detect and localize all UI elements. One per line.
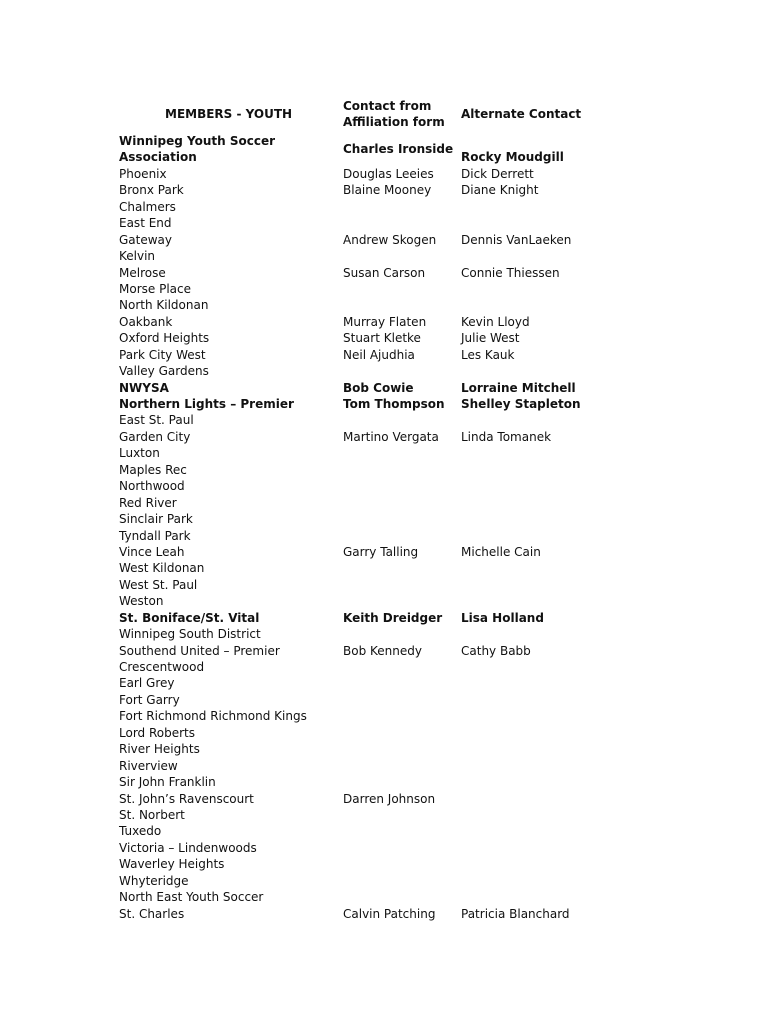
table-row xyxy=(0,610,770,626)
table-row xyxy=(0,741,770,757)
member-name: North East Youth Soccer xyxy=(119,890,264,905)
contact-name: Calvin Patching xyxy=(343,906,436,921)
member-name: Lord Roberts xyxy=(119,725,196,740)
member-name: Valley Gardens xyxy=(119,364,209,379)
contact-name: Neil Ajudhia xyxy=(343,347,415,362)
contact-name: Bob Kennedy xyxy=(343,643,422,658)
member-name: Gateway xyxy=(119,232,173,247)
table-row xyxy=(0,462,770,478)
member-name: Vince Leah xyxy=(119,544,185,559)
table-row xyxy=(0,643,770,659)
alternate-contact-name: Julie West xyxy=(461,331,520,346)
member-name: Victoria – Lindenwoods xyxy=(119,840,257,855)
alternate-contact-name: Cathy Babb xyxy=(461,643,531,658)
alternate-contact-name: Dick Derrett xyxy=(461,166,534,181)
member-name: St. Norbert xyxy=(119,807,185,822)
member-name: Chalmers xyxy=(119,199,176,214)
contact-name: Tom Thompson xyxy=(343,397,445,411)
member-name: Whyteridge xyxy=(119,873,189,888)
member-name: St. Charles xyxy=(119,906,185,921)
table-row xyxy=(0,314,770,330)
member-name: Weston xyxy=(119,594,164,609)
member-name: Fort Richmond Richmond Kings xyxy=(119,709,307,724)
alternate-contact-name: Rocky Moudgill xyxy=(461,150,564,164)
member-name: Park City West xyxy=(119,347,206,362)
contact-name: Bob Cowie xyxy=(343,380,414,395)
table-row xyxy=(0,281,770,297)
table-row xyxy=(0,297,770,313)
table-row xyxy=(0,774,770,790)
table-row xyxy=(0,692,770,708)
table-row xyxy=(0,906,770,922)
contact-name: Martino Vergata xyxy=(343,429,439,444)
table-row xyxy=(0,265,770,281)
member-name: Oxford Heights xyxy=(119,331,210,346)
member-name: Kelvin xyxy=(119,249,156,264)
member-name: Oakbank xyxy=(119,314,173,329)
alternate-contact-name: Shelley Stapleton xyxy=(461,397,581,411)
contact-name: Garry Talling xyxy=(343,544,419,559)
alternate-contact-name: Lorraine Mitchell xyxy=(461,380,576,395)
table-row xyxy=(0,626,770,642)
member-name: St. Boniface/St. Vital xyxy=(119,610,260,625)
alternate-contact-name: Connie Thiessen xyxy=(461,265,560,280)
contact-name: Charles Ironside xyxy=(343,142,454,156)
alternate-contact-name: Michelle Cain xyxy=(461,544,541,559)
contact-name: Blaine Mooney xyxy=(343,183,432,198)
member-name: Winnipeg South District xyxy=(119,627,261,642)
contact-column-heading: Contact from Affiliation form xyxy=(343,99,445,129)
member-name: St. John’s Ravenscourt xyxy=(119,791,254,806)
member-name: Tyndall Park xyxy=(119,528,191,543)
contact-name: Keith Dreidger xyxy=(343,610,443,625)
alternate-contact-name: Les Kauk xyxy=(461,347,515,362)
member-name: Waverley Heights xyxy=(119,857,225,872)
member-name: North Kildonan xyxy=(119,298,209,313)
table-row xyxy=(0,840,770,856)
member-name: Northwood xyxy=(119,479,185,494)
alternate-contact-name: Kevin Lloyd xyxy=(461,314,530,329)
table-row xyxy=(0,429,770,445)
member-name: Northern Lights – Premier xyxy=(119,397,294,411)
alternate-contact-heading: Alternate Contact xyxy=(461,107,582,121)
table-row xyxy=(0,478,770,494)
member-name: Garden City xyxy=(119,429,191,444)
table-row xyxy=(0,511,770,527)
table-row xyxy=(0,560,770,576)
table-row xyxy=(0,708,770,724)
member-name: West Kildonan xyxy=(119,561,205,576)
alternate-contact-name: Lisa Holland xyxy=(461,610,544,625)
member-name: Riverview xyxy=(119,758,178,773)
members-table xyxy=(0,133,770,922)
alternate-contact-name: Diane Knight xyxy=(461,183,539,198)
member-name: River Heights xyxy=(119,742,200,757)
alternate-contact-name: Patricia Blanchard xyxy=(461,906,570,921)
table-row xyxy=(0,445,770,461)
table-row xyxy=(0,659,770,675)
table-row xyxy=(0,232,770,248)
contact-name: Andrew Skogen xyxy=(343,232,437,247)
table-row xyxy=(0,412,770,428)
member-name: Winnipeg Youth Soccer Association xyxy=(119,134,276,165)
member-name: Red River xyxy=(119,495,177,510)
table-row xyxy=(0,396,770,412)
table-row xyxy=(0,856,770,872)
alternate-contact-name: Dennis VanLaeken xyxy=(461,232,572,247)
contact-name: Murray Flaten xyxy=(343,314,427,329)
table-row xyxy=(0,330,770,346)
table-row xyxy=(0,593,770,609)
member-name: Earl Grey xyxy=(119,676,175,691)
contact-name: Darren Johnson xyxy=(343,791,436,806)
table-row xyxy=(0,725,770,741)
table-row xyxy=(0,823,770,839)
member-name: Southend United – Premier xyxy=(119,643,280,658)
member-name: Tuxedo xyxy=(119,824,162,839)
table-row xyxy=(0,577,770,593)
member-name: NWYSA xyxy=(119,380,169,395)
table-row xyxy=(0,347,770,363)
table-row xyxy=(0,248,770,264)
member-name: Phoenix xyxy=(119,166,167,181)
table-row xyxy=(0,758,770,774)
table-row xyxy=(0,528,770,544)
member-name: Maples Rec xyxy=(119,462,187,477)
alternate-contact-name: Linda Tomanek xyxy=(461,429,552,444)
table-row xyxy=(0,133,770,166)
contact-name: Douglas Leeies xyxy=(343,166,434,181)
member-name: Sir John Franklin xyxy=(119,775,216,790)
members-youth-heading: MEMBERS - YOUTH xyxy=(165,107,293,121)
contact-name: Susan Carson xyxy=(343,265,426,280)
table-row xyxy=(0,363,770,379)
table-row xyxy=(0,182,770,198)
member-name: Crescentwood xyxy=(119,660,205,674)
member-name: Fort Garry xyxy=(119,692,180,707)
table-row xyxy=(0,544,770,560)
member-name: Luxton xyxy=(119,446,160,461)
member-name: Morse Place xyxy=(119,281,191,296)
member-name: East End xyxy=(119,216,172,231)
table-row xyxy=(0,166,770,182)
table-row xyxy=(0,873,770,889)
table-row xyxy=(0,807,770,823)
member-name: Bronx Park xyxy=(119,183,184,198)
member-name: Sinclair Park xyxy=(119,512,193,527)
table-row xyxy=(0,495,770,511)
member-name: East St. Paul xyxy=(119,413,194,428)
member-name: West St. Paul xyxy=(119,577,198,592)
table-row xyxy=(0,889,770,905)
contact-name: Stuart Kletke xyxy=(343,331,421,346)
table-row xyxy=(0,380,770,396)
table-row xyxy=(0,199,770,215)
table-row xyxy=(0,791,770,807)
table-row xyxy=(0,215,770,231)
member-name: Melrose xyxy=(119,265,166,280)
table-row xyxy=(0,675,770,691)
